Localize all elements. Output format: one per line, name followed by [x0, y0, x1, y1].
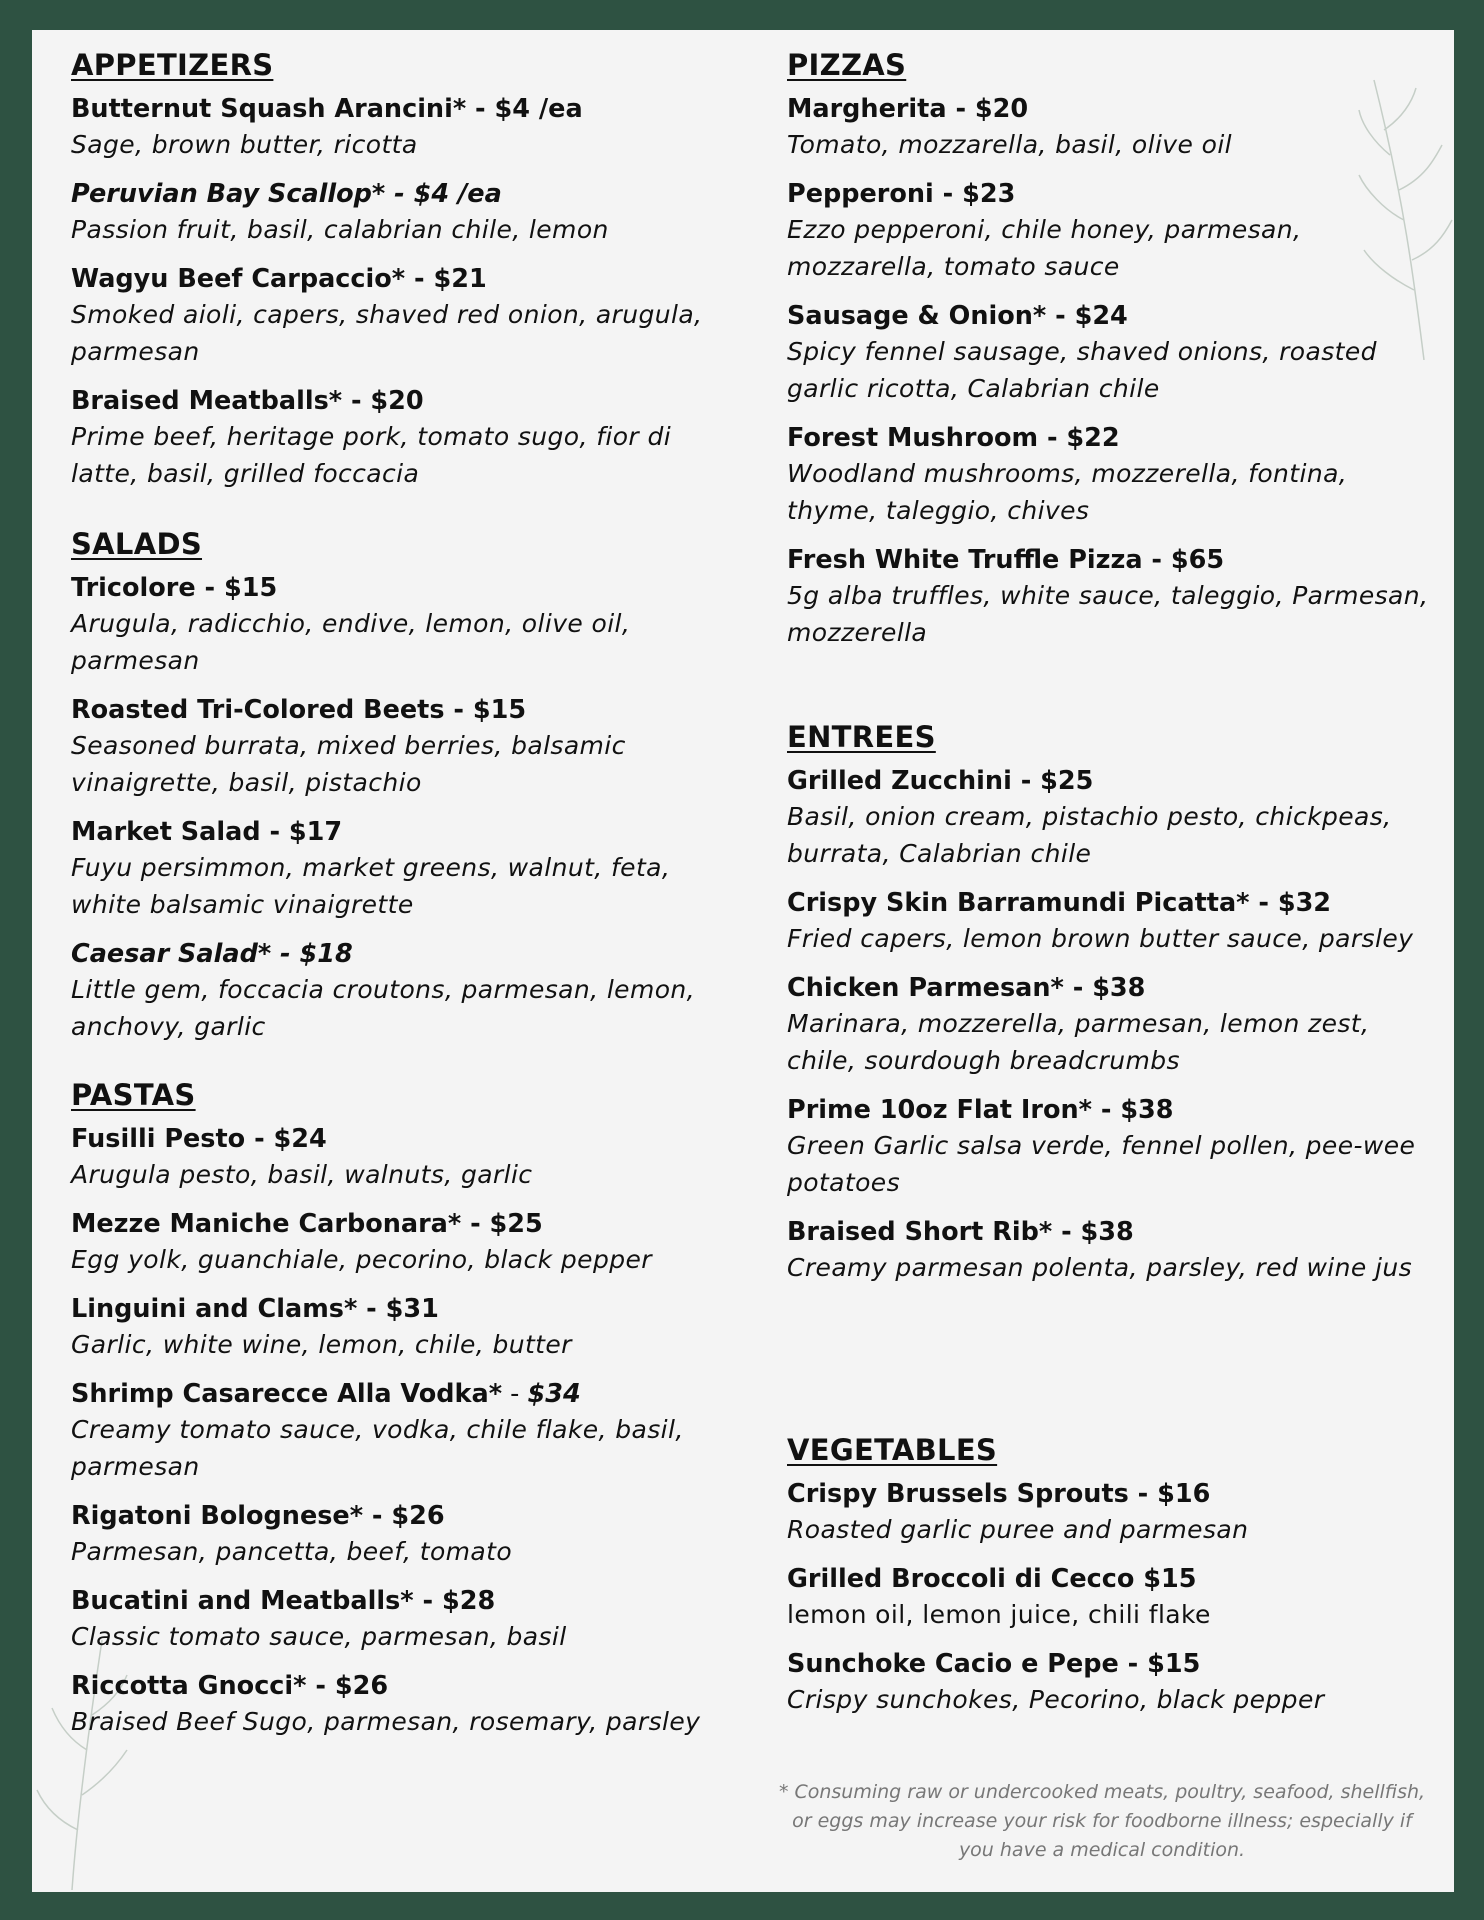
menu-item: [787, 1093, 1437, 1201]
item-description: Crispy sunchokes, Pecorino, black pepper: [787, 1685, 1325, 1714]
item-description: Seasoned burrata, mixed berries, balsamic vinaigrette, basil, pistachio: [71, 731, 626, 797]
item-name: Linguini and Clams* - $31: [71, 1294, 439, 1324]
item-name: Bucatini and Meatballs* - $28: [71, 1586, 496, 1616]
entrees-section: [787, 720, 1437, 1300]
salads-section: [71, 527, 731, 1059]
item-name: Chicken Parmesan* - $38: [787, 973, 1146, 1003]
menu-item: [71, 177, 731, 248]
item-description: Sage, brown butter, ricotta: [71, 130, 418, 159]
item-description: Marinara, mozzerella, parmesan, lemon zest, chile, sourdough breadcrumbs: [787, 1009, 1370, 1075]
allergy-footnote: * Consuming raw or undercooked meats, poultry, seafood, shellfish, or eggs may increase your risk for foodborne illness; especially if you have a medical condition.: [778, 1781, 1426, 1861]
item-description: Fried capers, lemon brown butter sauce, parsley: [787, 924, 1414, 953]
item-description: Little gem, foccacia croutons, parmesan, lemon, anchovy, garlic: [71, 975, 695, 1041]
item-description: Arugula, radicchio, endive, lemon, olive oil, parmesan: [71, 609, 631, 675]
pastas-section: [71, 1078, 731, 1754]
item-name: Crispy Brussels Sprouts - $16: [787, 1479, 1211, 1509]
item-name: Fresh White Truffle Pizza - $65: [787, 545, 1225, 575]
item-name: Prime 10oz Flat Iron* - $38: [787, 1095, 1174, 1125]
item-name: Sunchoke Cacio e Pepe - $15: [787, 1649, 1201, 1679]
menu-item: [71, 1584, 731, 1655]
item-name: Grilled Broccoli di Cecco $15: [787, 1564, 1197, 1594]
section-heading: VEGETABLES: [787, 1433, 998, 1467]
menu-item: [787, 92, 1437, 163]
menu-item: [71, 384, 731, 492]
item-description: lemon oil, lemon juice, chili flake: [787, 1600, 1211, 1629]
item-name: Mezze Maniche Carbonara* - $25: [71, 1209, 543, 1239]
vegetables-section: [787, 1433, 1437, 1732]
item-description: Roasted garlic puree and parmesan: [787, 1515, 1249, 1544]
menu-item: [787, 886, 1437, 957]
item-description: Braised Beef Sugo, parmesan, rosemary, parsley: [71, 1707, 701, 1736]
section-heading: SALADS: [71, 527, 203, 561]
pizzas-section: [787, 48, 1437, 665]
item-name: Braised Short Rib* - $38: [787, 1217, 1134, 1247]
item-description: Spicy fennel sausage, shaved onions, roasted garlic ricotta, Calabrian chile: [787, 337, 1377, 403]
item-description: Ezzo pepperoni, chile honey, parmesan, mozzarella, tomato sauce: [787, 215, 1302, 281]
item-description: Woodland mushrooms, mozzerella, fontina, thyme, taleggio, chives: [787, 459, 1348, 525]
menu-item: [787, 1562, 1437, 1633]
item-description: Creamy parmesan polenta, parsley, red wine jus: [787, 1253, 1413, 1282]
menu-item: [71, 937, 731, 1045]
item-name-separator: -: [502, 1379, 528, 1409]
item-name: Tricolore - $15: [71, 573, 278, 603]
item-price: $34: [527, 1379, 581, 1409]
item-name: Crispy Skin Barramundi Picatta* - $32: [787, 888, 1332, 918]
menu-item: [71, 815, 731, 923]
item-name: Caesar Salad* - $18: [71, 939, 353, 969]
menu-item: [787, 971, 1437, 1079]
item-name: Market Salad - $17: [71, 817, 343, 847]
menu-item: [71, 1499, 731, 1570]
item-name-main: Shrimp Casarecce Alla Vodka*: [71, 1379, 503, 1409]
item-description: Garlic, white wine, lemon, chile, butter: [71, 1330, 572, 1359]
item-name: Margherita - $20: [787, 94, 1029, 124]
section-heading: PIZZAS: [787, 48, 907, 82]
item-name: Grilled Zucchini - $25: [787, 766, 1094, 796]
item-name: Sausage & Onion* - $24: [787, 301, 1128, 331]
item-name: Riccotta Gnocci* - $26: [71, 1671, 389, 1701]
item-description: Arugula pesto, basil, walnuts, garlic: [71, 1160, 533, 1189]
item-name: Butternut Squash Arancini* - $4 /ea: [71, 94, 583, 124]
item-description: Classic tomato sauce, parmesan, basil: [71, 1622, 567, 1651]
menu-item: [71, 693, 731, 801]
menu-item: [71, 92, 731, 163]
menu-item: [787, 1647, 1437, 1718]
item-name: Pepperoni - $23: [787, 179, 1016, 209]
section-heading: APPETIZERS: [71, 48, 274, 82]
item-name: Wagyu Beef Carpaccio* - $21: [71, 264, 487, 294]
item-description: Green Garlic salsa verde, fennel pollen, pee-wee potatoes: [787, 1131, 1416, 1197]
item-description: Parmesan, pancetta, beef, tomato: [71, 1537, 513, 1566]
item-description: Creamy tomato sauce, vodka, chile flake, basil, parmesan: [71, 1415, 684, 1481]
item-name: Forest Mushroom - $22: [787, 423, 1120, 453]
section-heading: ENTREES: [787, 720, 936, 754]
item-description: Passion fruit, basil, calabrian chile, lemon: [71, 215, 609, 244]
item-description: Smoked aioli, capers, shaved red onion, arugula, parmesan: [71, 300, 703, 366]
item-description: Egg yolk, guanchiale, pecorino, black pepper: [71, 1245, 652, 1274]
item-description: Prime beef, heritage pork, tomato sugo, fior di latte, basil, grilled foccacia: [71, 422, 672, 488]
item-name: Fusilli Pesto - $24: [71, 1124, 327, 1154]
menu-item: [71, 262, 731, 370]
menu-item: [787, 543, 1437, 651]
menu-item: [787, 299, 1437, 407]
item-description: Basil, onion cream, pistachio pesto, chickpeas, burrata, Calabrian chile: [787, 802, 1392, 868]
menu-item: [71, 1292, 731, 1363]
item-description: Fuyu persimmon, market greens, walnut, feta, white balsamic vinaigrette: [71, 853, 671, 919]
menu-item: [71, 1377, 731, 1485]
item-name: Braised Meatballs* - $20: [71, 386, 424, 416]
item-name: Rigatoni Bolognese* - $26: [71, 1501, 445, 1531]
menu-item: [71, 1122, 731, 1193]
item-description: Tomato, mozzarella, basil, olive oil: [787, 130, 1233, 159]
menu-item: [787, 764, 1437, 872]
menu-page: [32, 30, 1454, 1892]
menu-item: [787, 1477, 1437, 1548]
item-name: Roasted Tri-Colored Beets - $15: [71, 695, 527, 725]
item-name: Peruvian Bay Scallop* - $4 /ea: [71, 179, 502, 209]
menu-item: [787, 177, 1437, 285]
item-description: 5g alba truffles, white sauce, taleggio, Parmesan, mozzerella: [787, 581, 1429, 647]
appetizers-section: [71, 48, 731, 506]
item-name: [71, 1377, 731, 1411]
menu-item: [71, 1669, 731, 1740]
menu-item: [787, 421, 1437, 529]
section-heading: PASTAS: [71, 1078, 196, 1112]
menu-item: [787, 1215, 1437, 1286]
menu-item: [71, 571, 731, 679]
menu-item: [71, 1207, 731, 1278]
